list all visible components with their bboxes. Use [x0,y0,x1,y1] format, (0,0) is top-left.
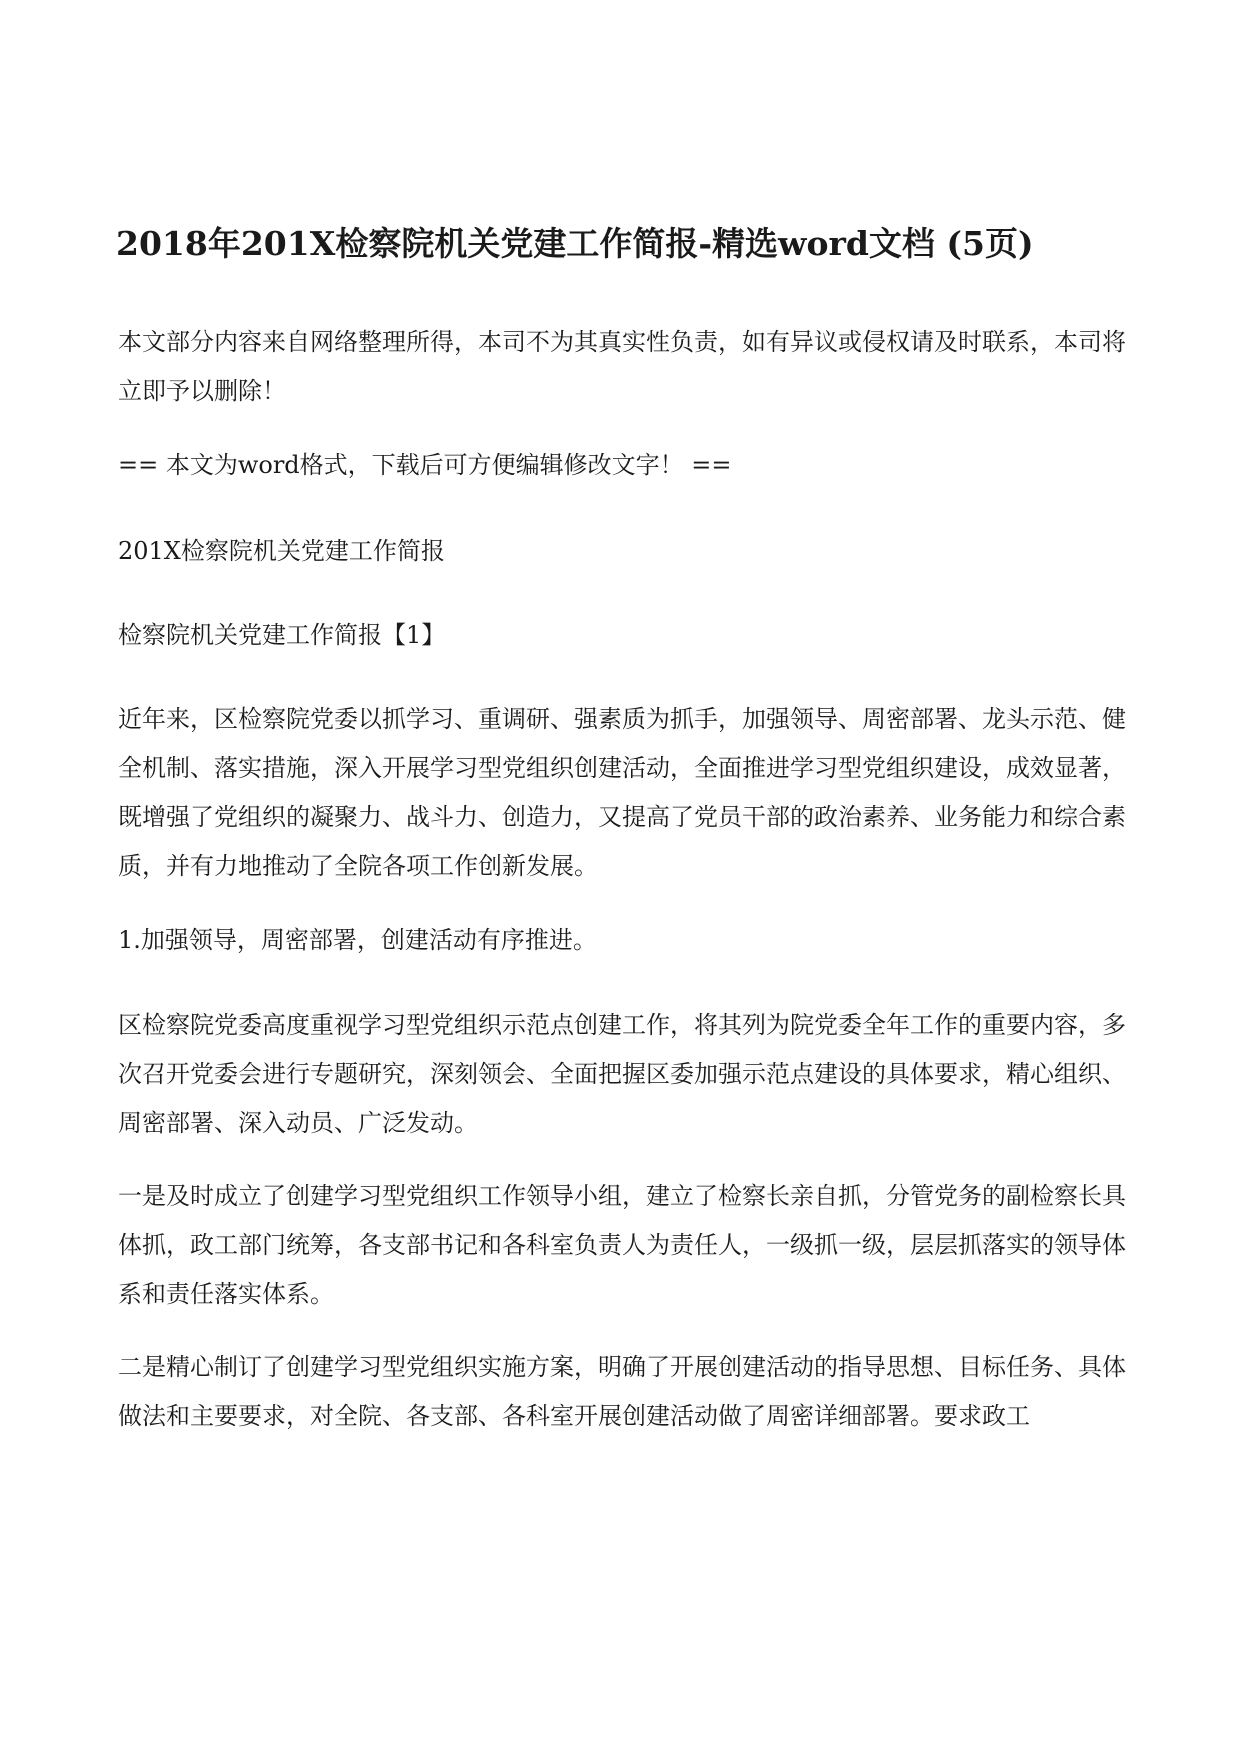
format-note: == 本文为word格式，下载后可方便编辑修改文字！ == [118,451,732,479]
body-paragraph: 二是精心制订了创建学习型党组织实施方案，明确了开展创建活动的指导思想、目标任务、具体做法和主要要求，对全院、各支部、各科室开展创建活动做了周密详细部署。要求政工 [118,1353,1126,1430]
document-title: 2018年201X检察院机关党建工作简报-精选word文档 (5页) [116,224,1034,263]
document-heading: 201X检察院机关党建工作简报 [118,537,445,565]
disclaimer-paragraph: 本文部分内容来自网络整理所得，本司不为其真实性负责，如有异议或侵权请及时联系，本司将立即予以删除！ [118,328,1126,405]
section-subheading: 检察院机关党建工作简报【1】 [118,621,446,649]
body-paragraph: 一是及时成立了创建学习型党组织工作领导小组，建立了检察长亲自抓，分管党务的副检察长具体抓，政工部门统筹，各支部书记和各科室负责人为责任人，一级抓一级，层层抓落实的领导体系和责任落实体系。 [118,1182,1126,1308]
body-paragraph: 近年来，区检察院党委以抓学习、重调研、强素质为抓手，加强领导、周密部署、龙头示范、健全机制、落实措施，深入开展学习型党组织创建活动，全面推进学习型党组织建设，成效显著，既增强了党组织的凝聚力、战斗力、创造力，又提高了党员干部的政治素养、业务能力和综合素质，并有力地推动了全院各项工作创新发展。 [118,705,1126,880]
body-paragraph: 区检察院党委高度重视学习型党组织示范点创建工作，将其列为院党委全年工作的重要内容，多次召开党委会进行专题研究，深刻领会、全面把握区委加强示范点建设的具体要求，精心组织、周密部署、深入动员、广泛发动。 [118,1011,1126,1137]
section-point-heading: 1.加强领导，周密部署，创建活动有序推进。 [118,926,597,954]
